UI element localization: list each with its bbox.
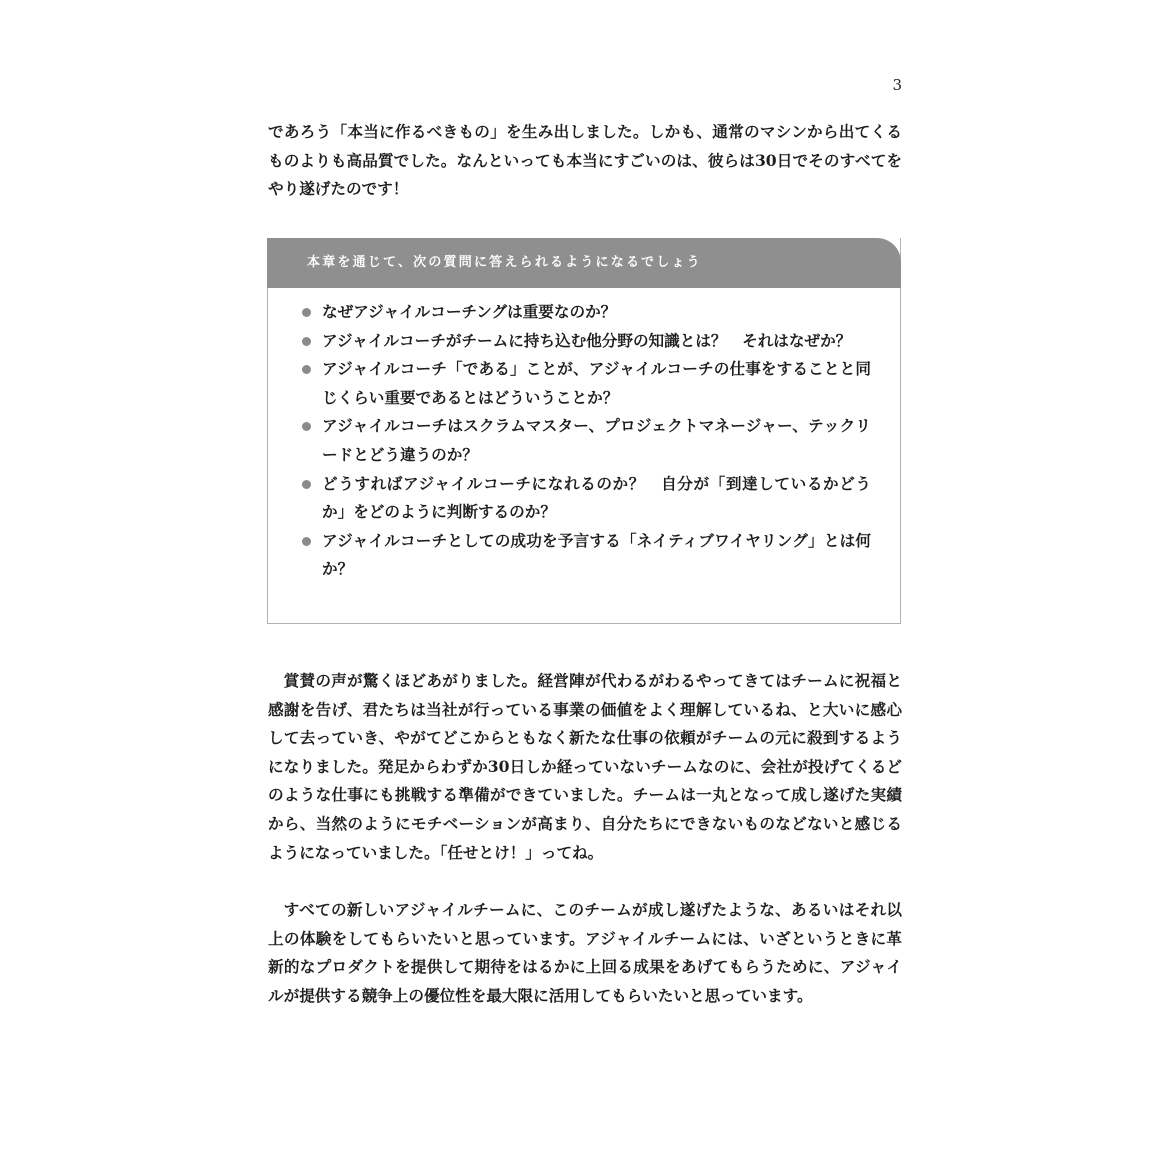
question-text: アジャイルコーチ「である」ことが、アジャイルコーチの仕事をすることと同じくらい重要であるとはどういうことか？ <box>322 359 871 407</box>
question-box <box>267 238 901 624</box>
question-item <box>301 298 871 327</box>
question-text: アジャイルコーチはスクラムマスター、プロジェクトマネージャー、テックリードとどう違うのか？ <box>322 416 871 464</box>
page-number: 3 <box>892 76 902 94</box>
body-paragraph-1: 賞賛の声が驚くほどあがりました。経営陣が代わるがわるやってきてはチームに祝福と感謝を告げ、君たちは当社が行っている事業の価値をよく理解しているね、と大いに感心して去っていき、やがてどこからともなく新たな仕事の依頼がチームの元に殺到するようになりました。発足からわずか30日しか経っていないチームなのに、会社が投げてくるどのような仕事にも挑戦する準備ができていました。チームは一丸となって成し遂げた実績から、当然のようにモチベーションが高まり、自分たちにできないものなどないと感じるようになっていました。「任せとけ！」ってね。 <box>268 671 902 862</box>
bullet-icon <box>302 365 311 374</box>
question-box-title: 本章を通じて、次の質問に答えられるようになるでしょう <box>267 238 901 288</box>
question-text: なぜアジャイルコーチングは重要なのか？ <box>322 302 617 321</box>
question-text: アジャイルコーチがチームに持ち込む他分野の知識とは？ それはなぜか？ <box>322 330 852 350</box>
bullet-icon <box>302 537 311 546</box>
question-item <box>301 470 871 527</box>
bullet-icon <box>302 480 311 489</box>
intro-paragraph: であろう「本当に作るべきもの」を生み出しました。しかも、通常のマシンから出てくるものよりも高品質でした。なんといっても本当にすごいのは、彼らは30日でそのすべてをやり遂げたのです！ <box>268 122 902 199</box>
question-text: どうすればアジャイルコーチになれるのか？ 自分が「到達しているかどうか」をどのように判断するのか？ <box>322 473 871 522</box>
bullet-icon <box>302 337 311 346</box>
question-item <box>301 355 871 412</box>
body-paragraph-2: すべての新しいアジャイルチームに、このチームが成し遂げたような、あるいはそれ以上の体験をしてもらいたいと思っています。アジャイルチームには、いざというときに革新的なプロダクトを提供して期待をはるかに上回る成果をあげてもらうために、アジャイルが提供する競争上の優位性を最大限に活用してもらいたいと思っています。 <box>268 900 902 1005</box>
bullet-icon <box>302 308 311 317</box>
question-list <box>301 298 871 584</box>
question-item <box>301 527 871 584</box>
question-item <box>301 412 871 469</box>
question-item <box>301 327 871 356</box>
bullet-icon <box>302 422 311 431</box>
question-text: アジャイルコーチとしての成功を予言する「ネイティブワイヤリング」とは何か？ <box>322 530 871 579</box>
